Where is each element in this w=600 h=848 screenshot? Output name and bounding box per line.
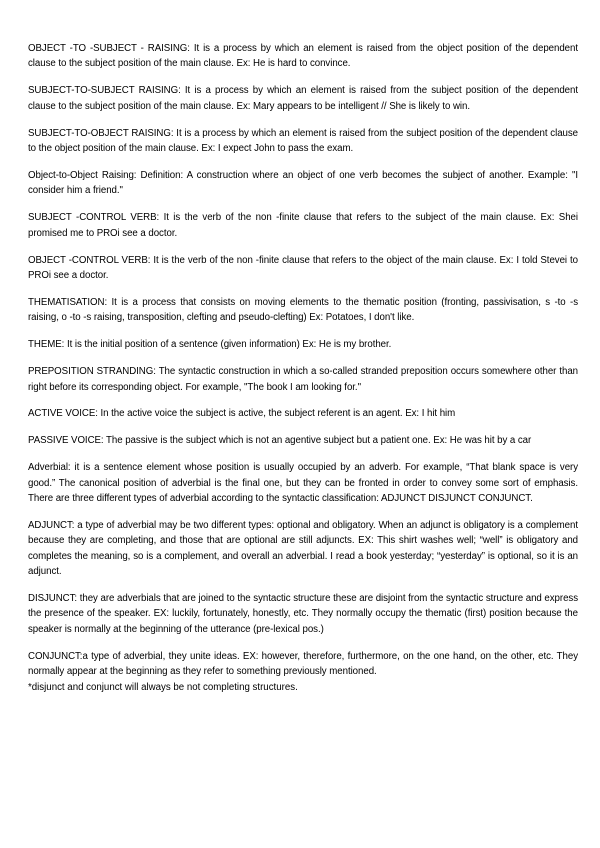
paragraph-object-control-verb: OBJECT -CONTROL VERB: It is the verb of the non -finite clause that refers to the object of the main clause. Ex: I told Stevei to PROi see a doctor.: [28, 254, 578, 281]
paragraph-adjunct: ADJUNCT: a type of adverbial may be two different types: optional and obligatory. When an adjunct is obligatory is a complement because they are completing, and those that are optional are still adjuncts. EX: This shirt washes well; “well” is obligatory and completes the meaning, so is a complement, and overall an adverbial. I read a book yesterday; “yesterday” is optional, so it is an adjunct.: [28, 519, 578, 578]
footnote: *disjunct and conjunct will always be not completing structures.: [28, 681, 298, 693]
paragraph-theme: THEME: It is the initial position of a sentence (given information) Ex: He is my brother.: [28, 339, 392, 351]
paragraph-conjunct: CONJUNCT:a type of adverbial, they unite ideas. EX: however, therefore, furthermore, on the one hand, on the other, etc. They normally appear at the beginning as they refer to something previously mentioned.: [28, 650, 578, 678]
paragraph-subject-control-verb: SUBJECT -CONTROL VERB: It is the verb of the non -finite clause that refers to the subject of the main clause. Ex: Shei promised me to PROi see a doctor.: [28, 212, 578, 239]
paragraph-active-voice: ACTIVE VOICE: In the active voice the subject is active, the subject referent is an agent. Ex: I hit him: [28, 408, 456, 420]
paragraph-subject-to-object-raising: SUBJECT-TO-OBJECT RAISING: It is a process by which an element is raised from the subject position of the dependent clause to the object position of the main clause. Ex: I expect John to pass the exam.: [28, 127, 578, 155]
paragraph-object-to-object-raising: Object-to-Object Raising: Definition: A construction where an object of one verb becomes the subject of another. Example: "I consider him a friend.": [28, 169, 578, 197]
paragraph-passive-voice: PASSIVE VOICE: The passive is the subject which is not an agentive subject but a patient one. Ex: He was hit by a car: [28, 435, 532, 447]
paragraph-thematisation: THEMATISATION: It is a process that consists on moving elements to the thematic position (fronting, passivisation, s -to -s raising, o -to -s raising, transposition, clefting and pseudo-clefting) Ex: Potatoes, I don't like.: [28, 296, 578, 324]
paragraph-adverbial: Adverbial: it is a sentence element whose position is usually occupied by an adverb. For example, “That blank space is very good.” The canonical position of adverbial is the final one, but they can be fronted in order to convey some sort of emphasis. There are three different types of adverbial according to the syntactic classification: ADJUNCT DISJUNCT CONJUNCT.: [28, 462, 578, 505]
paragraph-subject-to-subject-raising: SUBJECT-TO-SUBJECT RAISING: It is a process by which an element is raised from the subject position of the dependent clause to the subject position of the main clause. Ex: Mary appears to be intelligent // She is likely to win.: [28, 85, 578, 112]
paragraph-disjunct: DISJUNCT: they are adverbials that are joined to the syntactic structure these are disjoint from the syntactic structure and express the presence of the speaker. EX: luckily, fortunately, honestly, etc. They normally occupy the thematic (first) position because the speaker is normally at the beginning of the utterance (pre-lexical pos.): [28, 593, 578, 635]
paragraph-object-to-subject-raising: OBJECT -TO -SUBJECT - RAISING: It is a process by which an element is raised from the object position of the dependent clause to the subject position of the main clause. Ex: He is hard to convince.: [28, 43, 578, 70]
paragraph-preposition-stranding: PREPOSITION STRANDING: The syntactic construction in which a so-called stranded preposition occurs somewhere other than right before its corresponding object. For example, "The book I am looking for.": [28, 366, 578, 393]
document-page: [28, 41, 578, 695]
